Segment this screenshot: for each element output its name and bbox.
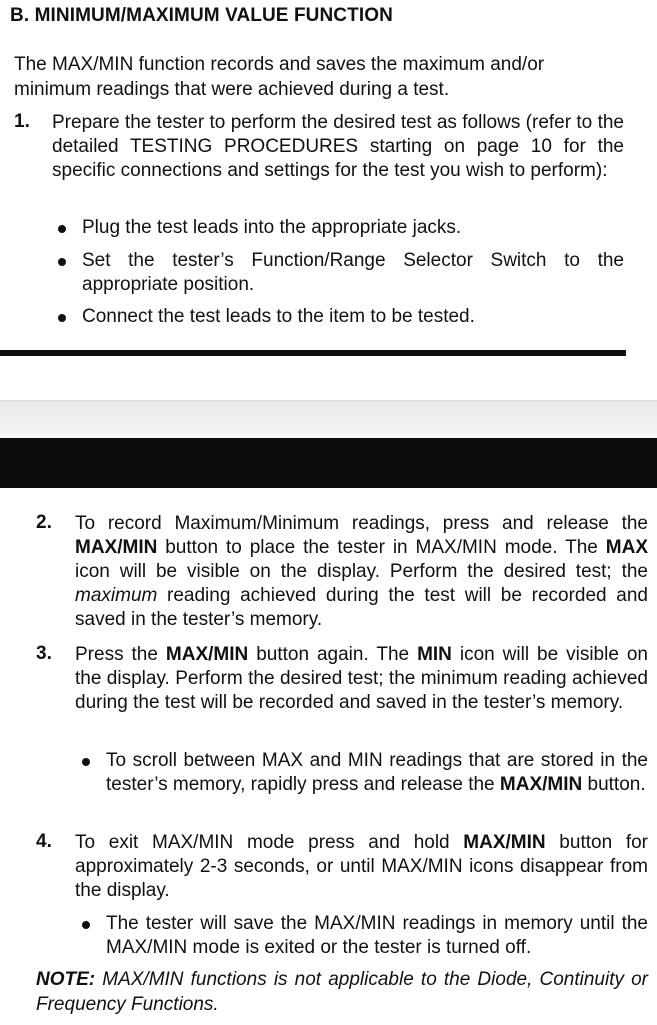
step-text: To record Maximum/Minimum readings, press and release the MAX/MIN button to place the tester in MAX/MIN mode. The MAX icon will be visible on the display. Perform the desired test; the maximum reading achieved during the test will be recorded and saved in the tester’s memory. (75, 513, 648, 630)
step-text: To exit MAX/MIN mode press and hold MAX/MIN button for approximately 2-3 seconds, or until MAX/MIN icons disappear from the display. (75, 832, 648, 901)
page-top (0, 0, 657, 400)
step-number: 2. (36, 512, 52, 533)
bullet-item: The tester will save the MAX/MIN readings in memory until the MAX/MIN mode is exited or the tester is turned off. (106, 913, 648, 958)
bullet-dot (58, 258, 66, 266)
bullet-dot (58, 225, 66, 233)
step-number: 1. (14, 111, 30, 132)
step-number: 3. (36, 643, 52, 664)
bullet-item: To scroll between MAX and MIN readings that are stored in the tester’s memory, rapidly press and release the MAX/MIN button. (106, 750, 648, 795)
page-gap (0, 400, 657, 439)
note-paragraph: NOTE: MAX/MIN functions is not applicable to the Diode, Continuity or Frequency Functions. (36, 969, 648, 1015)
bullet-dot (58, 314, 66, 322)
bullet-item: Plug the test leads into the appropriate jacks. (82, 217, 462, 238)
bullet-dot (82, 921, 90, 929)
section-heading: B. MINIMUM/MAXIMUM VALUE FUNCTION (10, 5, 393, 26)
step-text: Press the MAX/MIN button again. The MIN icon will be visible on the display. Perform the desired test; the minimum reading achieved during the test will be recorded and saved in the tester’s memory. (75, 644, 648, 713)
bullet-item: Set the tester’s Function/Range Selector Switch to the appropriate position. (82, 250, 624, 295)
page-header-bar (0, 438, 657, 488)
step-number: 4. (36, 831, 52, 852)
step-text: Prepare the tester to perform the desired test as follows (refer to the detailed TESTING PROCEDURES starting on page 10 for the specific connections and settings for the test you wish to perform): (52, 112, 624, 181)
horizontal-rule (0, 350, 626, 356)
bullet-item: Connect the test leads to the item to be tested. (82, 306, 475, 327)
bullet-dot (82, 758, 90, 766)
intro-paragraph: The MAX/MIN function records and saves the maximum and/or minimum readings that were achieved during a test. (14, 54, 545, 100)
